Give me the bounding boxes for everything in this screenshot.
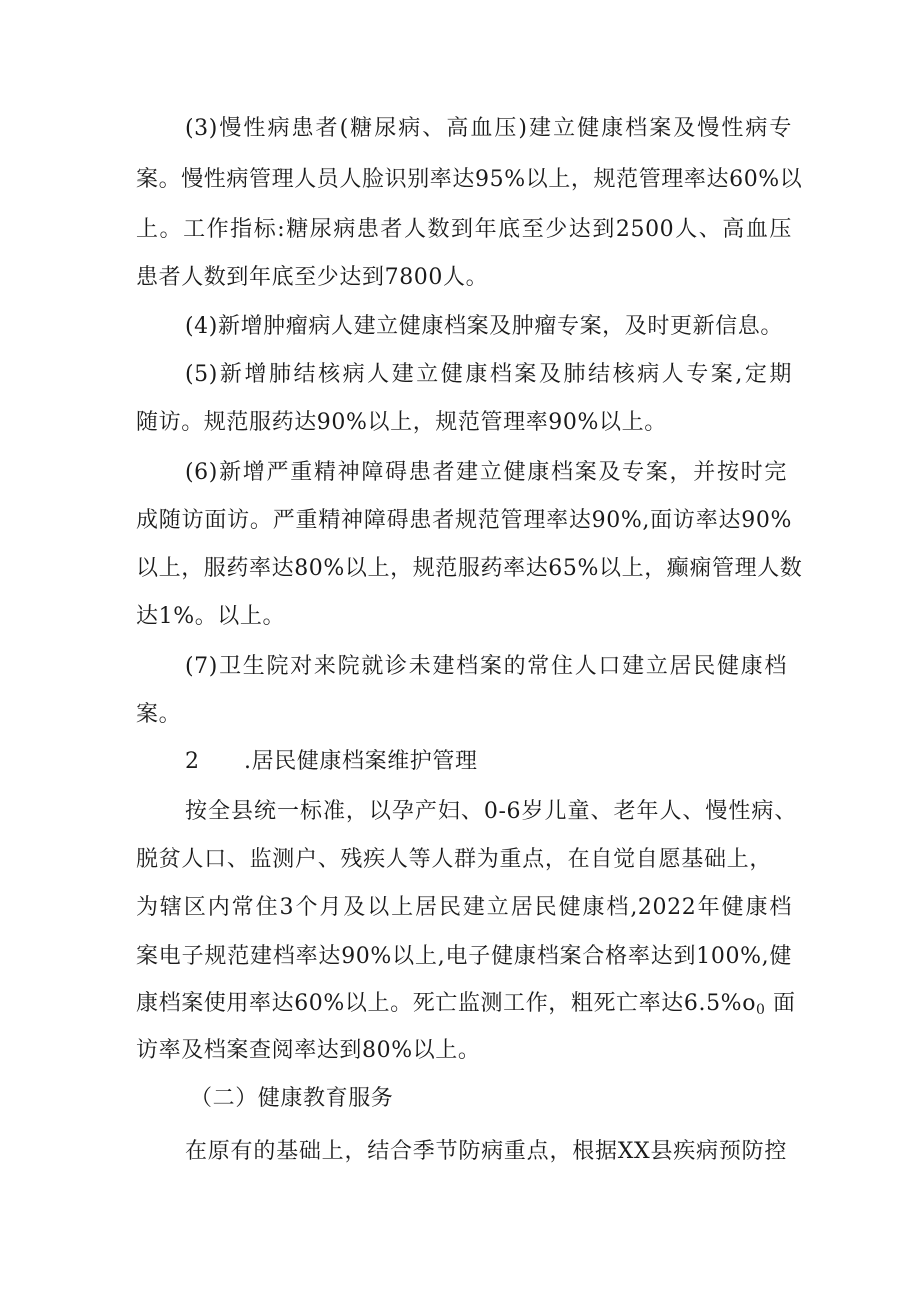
paragraph-line: 案。慢性病管理人员人脸识别率达95%以上，规范管理率达60%以 — [136, 167, 803, 192]
section-number: 2 — [185, 749, 199, 774]
section-heading: （二）健康教育服务 — [190, 1086, 394, 1111]
paragraph-line: 脱贫人口、监测户、残疾人等人群为重点，在自觉自愿基础上， — [136, 847, 772, 872]
paragraph-line: (4)新增肿瘤病人建立健康档案及肿瘤专案，及时更新信息。 — [185, 314, 783, 339]
paragraph-line: 案电子规范建档率达90%以上,电子健康档案合格率达到100%,健 — [136, 944, 792, 969]
paragraph-line: 按全县统一标准，以孕产妇、0-6岁儿童、老年人、慢性病、 — [185, 799, 797, 824]
paragraph-line: 患者人数到年底至少达到7800人。 — [136, 265, 489, 290]
paragraph-line: (7)卫生院对来院就诊未建档案的常住人口建立居民健康档 — [185, 654, 787, 679]
paragraph-line: 上。工作指标:糖尿病患者人数到年底至少达到2500人、高血压 — [136, 217, 792, 242]
paragraph-line: (3)慢性病患者(糖尿病、高血压)建立健康档案及慢性病专 — [185, 116, 792, 141]
paragraph-line: 以上，服药率达80%以上，规范服药率达65%以上，癫痫管理人数 — [136, 556, 803, 581]
paragraph-line: 访率及档案查阅率达到80%以上。 — [136, 1038, 481, 1063]
paragraph-text: 康档案使用率达60%以上。死亡监测工作，粗死亡率达6.5%o — [136, 991, 757, 1016]
paragraph-line: 成随访面访。严重精神障碍患者规范管理率达90%,面访率达90% — [136, 508, 792, 533]
section-heading: .居民健康档案维护管理 — [244, 749, 478, 774]
paragraph-line: 随访。规范服药达90%以上，规范管理率90%以上。 — [136, 410, 667, 435]
paragraph-line: 案。 — [136, 702, 182, 727]
paragraph-line: 达1%。以上。 — [136, 604, 286, 629]
paragraph-line: (6)新增严重精神障碍患者建立健康档案及专案，并按时完 — [185, 460, 787, 485]
paragraph-line — [136, 989, 796, 1025]
paragraph-text: 面 — [772, 991, 796, 1016]
paragraph-line: 为辖区内常住3个月及以上居民建立居民健康档,2022年健康档 — [136, 895, 792, 920]
paragraph-line: 在原有的基础上，结合季节防病重点，根据XX县疾病预防控 — [185, 1139, 787, 1164]
subscript-text: 0 — [756, 1002, 765, 1018]
paragraph-line: (5)新增肺结核病人建立健康档案及肺结核病人专案,定期 — [185, 362, 792, 387]
